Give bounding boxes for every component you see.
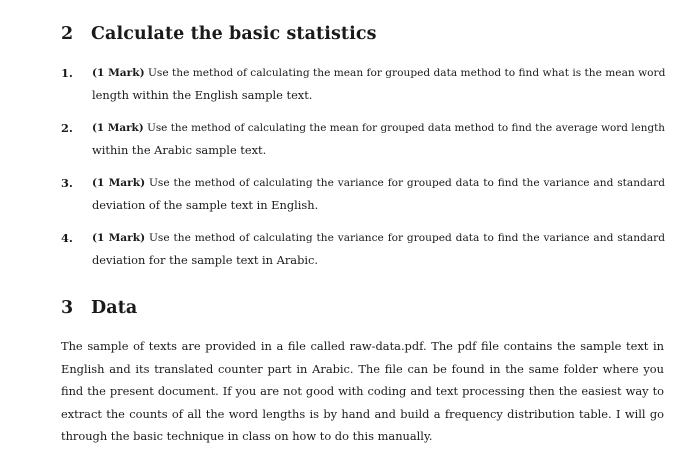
section-number: 3 (61, 298, 74, 318)
question-text-line2: length within the English sample text. (92, 88, 313, 102)
question-first-line (92, 62, 665, 84)
question-item (61, 117, 665, 161)
question-number: 1. (61, 66, 73, 80)
question-text-line2: deviation for the sample text in Arabic. (92, 253, 319, 267)
question-first-line (92, 117, 665, 139)
question-first-line (92, 172, 665, 194)
question-number: 4. (61, 231, 73, 245)
question-text-line2: within the Arabic sample text. (92, 143, 267, 157)
question-mark-value: (1 Mark) (92, 122, 144, 134)
section-title: Calculate the basic statistics (91, 24, 377, 44)
section-title: Data (91, 298, 138, 318)
question-number: 3. (61, 176, 73, 190)
question-text-line1: Use the method of calculating the mean for grouped data method to find the average word length (147, 122, 665, 134)
question-mark-value: (1 Mark) (92, 67, 145, 79)
question-list (61, 62, 665, 282)
question-text-line1: Use the method of calculating the variance for grouped data to find the variance and standard (148, 177, 665, 189)
question-text-line1: Use the method of calculating the mean for grouped data method to find what is the mean word (147, 67, 666, 79)
question-text-line2: deviation of the sample text in English. (92, 198, 319, 212)
question-item (61, 227, 665, 271)
question-item (61, 172, 665, 216)
question-mark-value: (1 Mark) (92, 177, 146, 189)
section-number: 2 (61, 24, 74, 44)
question-mark-value: (1 Mark) (92, 232, 146, 244)
question-number: 2. (61, 121, 73, 135)
data-paragraph: The sample of texts are provided in a file called raw-data.pdf. The pdf file contains the sample text in English and its translated counter part in Arabic. The file can be found in the same folder where you find the present document. If you are not good with coding and text processing then the easiest way to extract the counts of all the word lengths is by hand and build a frequency distribution table. I will go through the basic technique in class on how to do this manually. (61, 339, 664, 444)
question-text-line1: Use the method of calculating the variance for grouped data to find the variance and standard (148, 232, 665, 244)
section-heading-data (61, 298, 137, 318)
question-item (61, 62, 665, 106)
section-heading-basic-statistics (61, 24, 377, 44)
question-first-line (92, 227, 665, 249)
